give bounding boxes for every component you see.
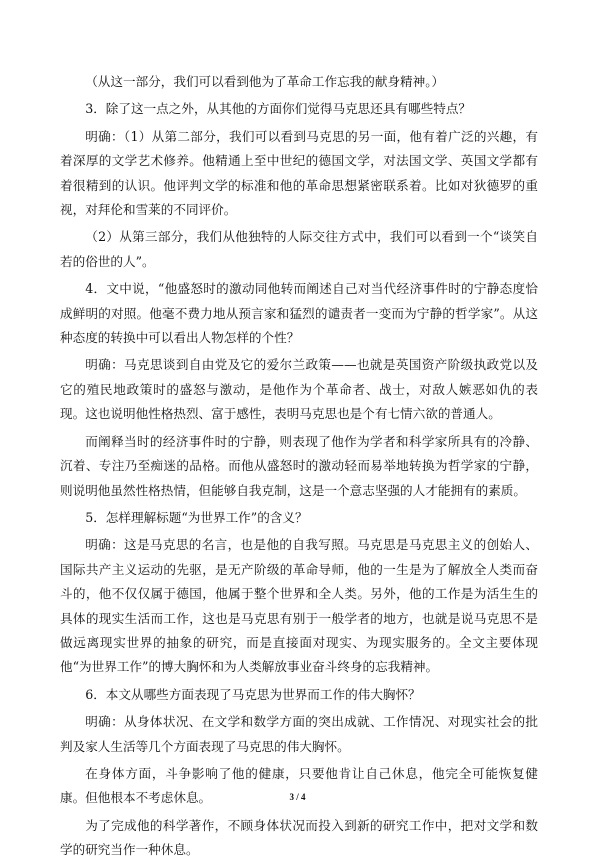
question-6: 6．本文从哪些方面表现了马克思为世界而工作的伟大胸怀？: [85, 686, 421, 702]
answer-6-research: 为了完成他的科学著作，不顾身体状况而投入到新的研究工作中，把对文学和数学的研究当作一种休息。: [60, 817, 538, 858]
answer-6-health: 在身体方面，斗争影响了他的健康，只要他肯让自己休息，他完全可能恢复健康。但他根本不考虑休息。: [60, 765, 538, 806]
answer-4: 明确：马克思谈到自由党及它的爱尔兰政策——也就是英国资产阶级执政党以及它的殖民地政策时的盛怒与激动，是他作为个革命者、战士，对敌人嫉恶如仇的表现。这也说明他性格热烈、富于感性，表明马克思也是个有七情六欲的普通人。: [60, 357, 538, 422]
answer-6: 明确：从身体状况、在文学和数学方面的突出成就、工作情况、对现实社会的批判及家人生活等几个方面表现了马克思的伟大胸怀。: [60, 714, 538, 754]
question-5: 5．怎样理解标题“为世界工作”的含义？: [85, 509, 308, 525]
question-4: 4．文中说，“他盛怒时的激动同他转而阐述自己对当代经济事件时的宁静态度恰成鲜明的对照。他毫不费力地从预言家和猛烈的谴责者一变而为宁静的哲学家”。从这种态度的转换中可以看出人物怎样的个性？: [60, 281, 538, 346]
answer-5: 明确：这是马克思的名言，也是他的自我写照。马克思是马克思主义的创始人、国际共产主义运动的先驱，是无产阶级的革命导师，他的一生是为了解放全人类而奋斗的，他不仅仅属于德国，他属于整个世界和全人类。另外，他的工作是为活生生的具体的现实生活而工作，这也是马克思有别于一般学者的地方，也就是说马克思不是做远离现实世界的抽象的研究，而是直接面对现实、为现实服务的。全文主要体现他“为世界工作”的博大胸怀和为人类解放事业奋斗终身的忘我精神。: [60, 537, 538, 675]
paragraph-dedication-note: （从这一部分，我们可以看到他为了革命工作忘我的献身精神。）: [85, 74, 445, 89]
document-body: [60, 70, 538, 866]
question-3: 3．除了这一点之外，从其他的方面你们觉得马克思还具有哪些特点？: [85, 101, 472, 117]
page-number: 3 / 4: [289, 792, 306, 802]
answer-3-part-1: 明确：（1）从第二部分，我们可以看到马克思的另一面，他有着广泛的兴趣，有着深厚的文学艺术修养。他精通上至中世纪的德国文学，对法国文学、英国文学都有着很精到的认识。他评判文学的标准和他的革命思想紧密联系着。比如对狄德罗的重视，对拜伦和雪莱的不同评价。: [60, 128, 538, 218]
answer-4-continued: 而阐释当时的经济事件时的宁静，则表现了他作为学者和科学家所具有的冷静、沉着、专注乃至痴迷的品格。而他从盛怒时的激动轻而易举地转换为哲学家的宁静，则说明他虽然性格热情，但能够自我克制，这是一个意志坚强的人才能拥有的素质。: [60, 433, 538, 498]
answer-3-part-2: （2）从第三部分，我们从他独特的人际交往方式中，我们可以看到一个“谈笑自若的俗世的人”。: [60, 229, 538, 269]
